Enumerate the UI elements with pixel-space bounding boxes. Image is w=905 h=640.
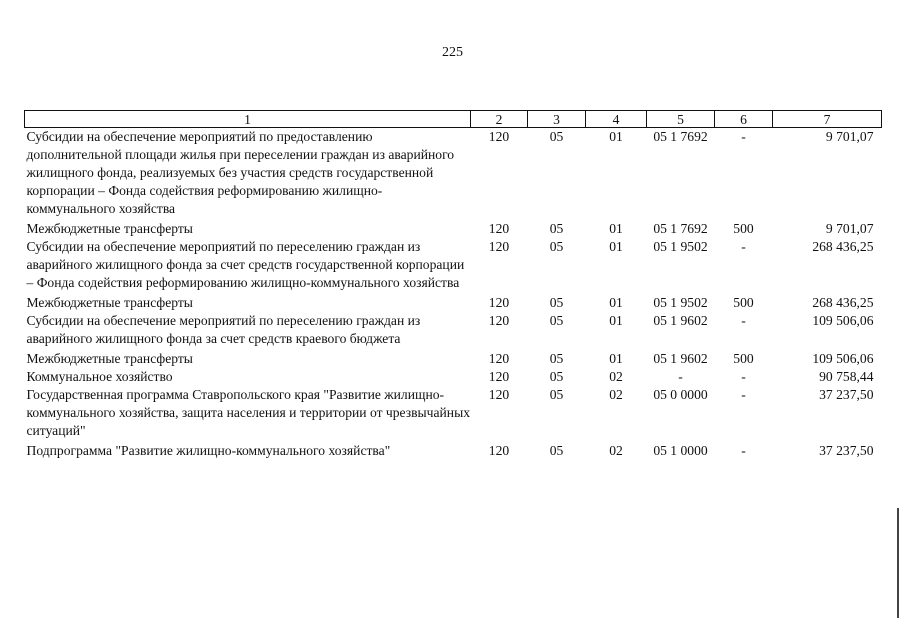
column-header: 4 (586, 111, 647, 128)
cell-col3: 05 (549, 295, 564, 310)
cell-col3: 05 (549, 221, 564, 236)
table-row (25, 128, 882, 221)
cell-col4: 01 (609, 129, 623, 144)
cell-col5: 05 0 0000 (653, 387, 708, 402)
column-header: 3 (528, 111, 586, 128)
cell-col2: 120 (488, 295, 510, 310)
cell-amount: 268 436,25 (812, 295, 874, 310)
cell-col2: 120 (488, 351, 510, 366)
cell-col4: 01 (609, 239, 623, 254)
row-name: Государственная программа Ставропольского края "Развитие жилищно-коммунального хозяйства, защита населения и территории от чрезвычайных ситуаций" (26, 387, 471, 438)
cell-amount: 9 701,07 (825, 221, 874, 236)
cell-col3: 05 (549, 239, 564, 254)
row-name: Коммунальное хозяйство (26, 369, 173, 384)
cell-col2: 120 (488, 129, 510, 144)
cell-col3: 05 (549, 443, 564, 458)
row-name: Межбюджетные трансферты (26, 221, 193, 236)
cell-col6: - (741, 443, 746, 458)
budget-table (24, 110, 882, 460)
cell-amount: 109 506,06 (812, 351, 874, 366)
cell-col4: 02 (609, 443, 623, 458)
cell-col4: 01 (609, 295, 623, 310)
scan-edge-line (897, 508, 899, 618)
row-name: Субсидии на обеспечение мероприятий по переселению граждан из аварийного жилищного фонда за счет средств краевого бюджета (26, 313, 421, 346)
table-row (25, 386, 882, 442)
cell-col6: - (741, 129, 746, 144)
cell-col5: 05 1 9602 (653, 351, 708, 366)
cell-col3: 05 (549, 313, 564, 328)
cell-col5: - (678, 369, 683, 384)
cell-col3: 05 (549, 387, 564, 402)
row-name: Межбюджетные трансферты (26, 295, 193, 310)
cell-col3: 05 (549, 351, 564, 366)
cell-col5: 05 1 9602 (653, 313, 708, 328)
cell-amount: 109 506,06 (812, 313, 874, 328)
cell-col6: - (741, 239, 746, 254)
cell-col4: 01 (609, 351, 623, 366)
row-name: Субсидии на обеспечение мероприятий по предоставлению дополнительной площади жилья при переселении граждан из аварийного жилищного фонда, реализуемых без участия средств государственной корпорации – Фонда содействия реформированию жилищно-коммунального хозяйства (26, 129, 455, 216)
cell-amount: 9 701,07 (825, 129, 874, 144)
cell-col4: 01 (609, 221, 623, 236)
table-row (25, 442, 882, 460)
cell-col5: 05 1 7692 (653, 221, 708, 236)
row-name: Межбюджетные трансферты (26, 351, 193, 366)
column-header: 6 (715, 111, 773, 128)
cell-col6: 500 (733, 221, 754, 236)
column-header: 5 (647, 111, 715, 128)
cell-col5: 05 1 0000 (653, 443, 708, 458)
cell-col6: - (741, 387, 746, 402)
cell-amount: 268 436,25 (812, 239, 874, 254)
cell-amount: 37 237,50 (819, 387, 874, 402)
cell-col6: 500 (733, 295, 754, 310)
table-row (25, 238, 882, 294)
table-row (25, 368, 882, 386)
column-header: 2 (471, 111, 528, 128)
cell-amount: 37 237,50 (819, 443, 874, 458)
table-header-row (25, 111, 882, 128)
cell-col5: 05 1 7692 (653, 129, 708, 144)
cell-col4: 02 (609, 387, 623, 402)
cell-col4: 01 (609, 313, 623, 328)
table-row (25, 294, 882, 312)
cell-col6: - (741, 369, 746, 384)
table-row (25, 312, 882, 350)
cell-col3: 05 (549, 129, 564, 144)
table-row (25, 220, 882, 238)
cell-col2: 120 (488, 443, 510, 458)
column-header: 1 (25, 111, 471, 128)
cell-col2: 120 (488, 369, 510, 384)
cell-col4: 02 (609, 369, 623, 384)
cell-col2: 120 (488, 387, 510, 402)
table-row (25, 350, 882, 368)
cell-col5: 05 1 9502 (653, 239, 708, 254)
cell-col3: 05 (549, 369, 564, 384)
cell-col2: 120 (488, 239, 510, 254)
cell-col5: 05 1 9502 (653, 295, 708, 310)
row-name: Подпрограмма "Развитие жилищно-коммунального хозяйства" (26, 443, 391, 458)
cell-amount: 90 758,44 (819, 369, 874, 384)
page-number: 225 (442, 45, 463, 60)
column-header: 7 (773, 111, 882, 128)
cell-col2: 120 (488, 221, 510, 236)
cell-col2: 120 (488, 313, 510, 328)
cell-col6: - (741, 313, 746, 328)
cell-col6: 500 (733, 351, 754, 366)
row-name: Субсидии на обеспечение мероприятий по переселению граждан из аварийного жилищного фонда за счет средств государственной корпорации – Фонда содействия реформированию жилищно-коммунального хозяйства (26, 239, 465, 290)
